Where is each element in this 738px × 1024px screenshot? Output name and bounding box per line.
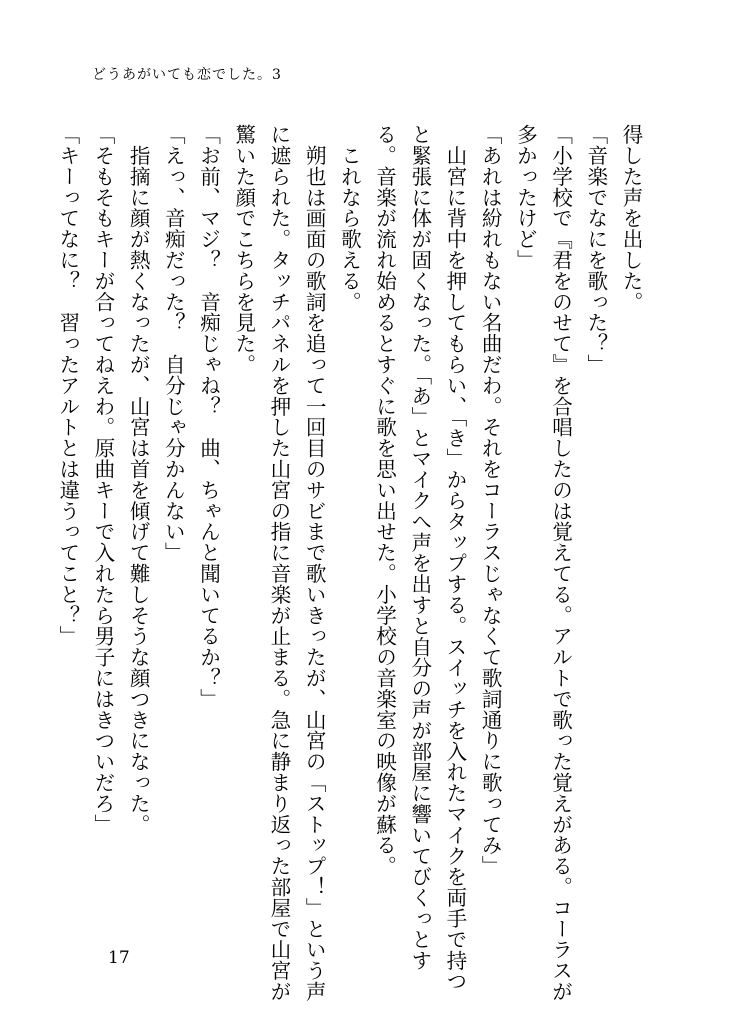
paragraph: 山宮に背中を押してもらい、「き」からタップする。スイッチを入れたマイクを両手で持つと緊張に体が固くなった。「あ」とマイクへ声を出すと自分の声が部屋に響いてびくっとする。音楽が流れ始めるとすぐに歌を思い出せた。小学校の音楽室の映像が蘇る。 <box>372 124 467 992</box>
paragraph: 「お前、マジ？ 音痴じゃね？ 曲、ちゃんと聞いてるか？」 <box>196 124 221 710</box>
paragraph: これなら歌える。 <box>337 124 362 313</box>
paragraph: 「小学校で『君をのせて』を合唱したのは覚えてる。アルトで歌った覚えがある。コーラスが多かったけど」 <box>513 124 573 1002</box>
paragraph: 「あれは紛れもない名曲だわ。それをコーラスじゃなくて歌詞通りに歌ってみ」 <box>478 124 503 877</box>
page-number: 17 <box>108 948 130 968</box>
paragraph: 指摘に顔が熱くなったが、山宮は首を傾げて難しそうな顔つきになった。 <box>126 124 151 835</box>
paragraph: 「そもそもキーが合ってねえわ。原曲キーで入れたら男子にはきついだろ」 <box>90 124 115 835</box>
paragraph: 朔也は画面の歌詞を追って一回目のサビまで歌いきったが、山宮の「ストップ！」という声に遮られた。タッチパネルを押した山宮の指に音楽が止まる。急に静まり返った部屋で山宮が驚いた顔でこちらを見た。 <box>231 124 327 1002</box>
paragraph: 得した声を出した。 <box>619 124 643 313</box>
vertical-body-text <box>55 124 648 1004</box>
paragraph: 「えっ、音痴だった？ 自分じゃ分かんない」 <box>161 124 186 563</box>
running-header: どうあがいても恋でした。3 <box>92 67 282 83</box>
paragraph: 「音楽でなにを歌った？」 <box>583 124 608 375</box>
paragraph: 「キーってなに？ 習ったアルトとは違うってこと？」 <box>55 124 80 647</box>
